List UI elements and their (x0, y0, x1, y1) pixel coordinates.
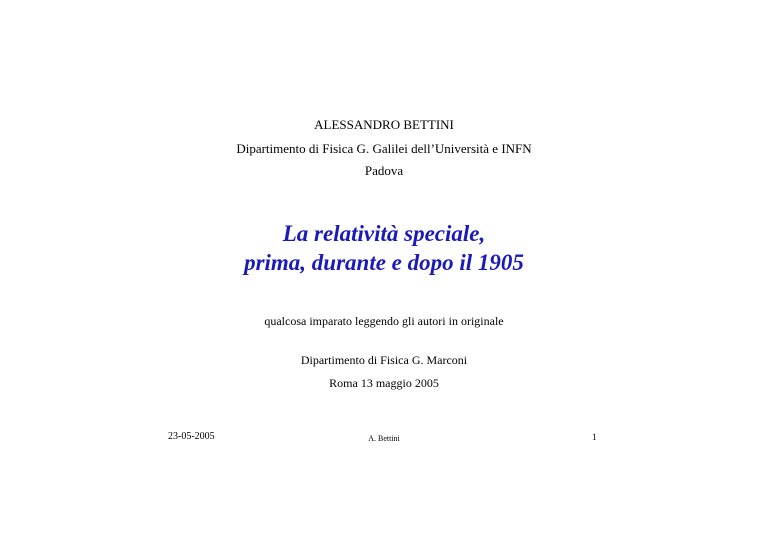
venue-place-date: Roma 13 maggio 2005 (329, 376, 439, 390)
presentation-title (0, 219, 768, 277)
title-line-2: prima, durante e dopo il 1905 (244, 250, 524, 275)
author-affiliation: Dipartimento di Fisica G. Galilei dell’Università e INFN (236, 141, 532, 156)
author-name: ALESSANDRO BETTINI (314, 117, 454, 132)
footer-author: A. Bettini (368, 434, 400, 443)
footer-page-number: 1 (592, 432, 597, 442)
author-city: Padova (364, 163, 404, 178)
venue-department: Dipartimento di Fisica G. Marconi (300, 353, 468, 367)
footer-date: 23-05-2005 (168, 431, 215, 442)
presentation-subtitle: qualcosa imparato leggendo gli autori in originale (264, 314, 504, 328)
title-line-1: La relatività speciale, (282, 221, 486, 246)
